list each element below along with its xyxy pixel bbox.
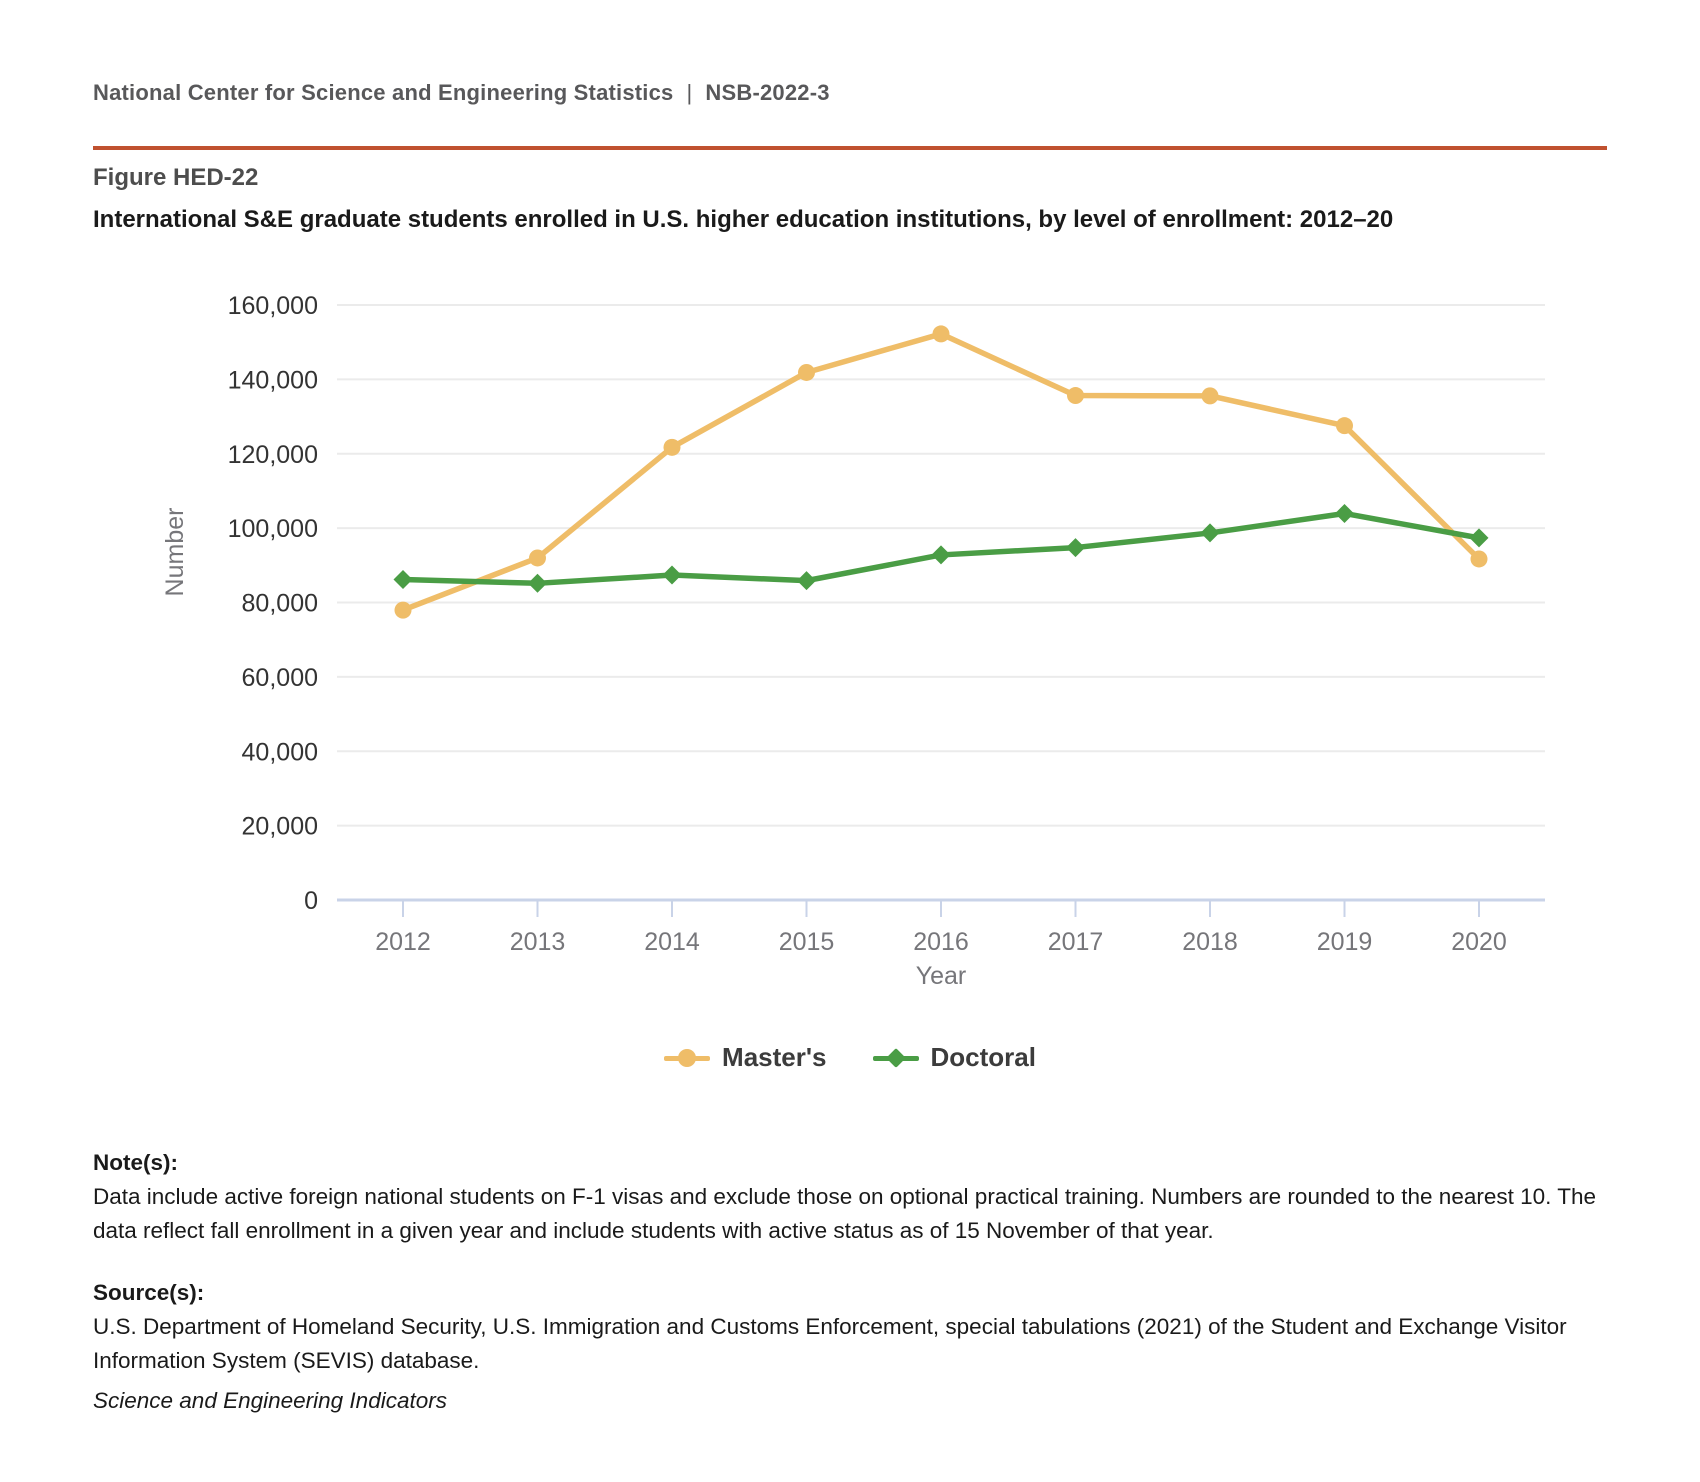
accent-divider [93, 146, 1607, 150]
x-tick-label: 2019 [1316, 928, 1373, 956]
report-number: NSB-2022-3 [705, 80, 830, 105]
x-tick-label: 2013 [509, 928, 566, 956]
y-tick-label: 80,000 [241, 589, 318, 618]
data-point-doctoral [932, 545, 951, 564]
data-point-doctoral [1335, 504, 1354, 523]
data-point-masters [1471, 550, 1488, 567]
chart-legend [0, 1042, 1700, 1073]
data-point-masters [933, 325, 950, 342]
data-point-doctoral [394, 570, 413, 589]
notes-body: Data include active foreign national students on F-1 visas and exclude those on optional practical training. Numbers are rounded to the nearest 10. The data reflect fall enrollment in a given year and include students with active status as of 15 November of that year. [93, 1184, 1596, 1243]
y-tick-label: 140,000 [227, 366, 318, 395]
y-tick-label: 20,000 [241, 812, 318, 841]
x-tick-label: 2012 [375, 928, 431, 956]
x-tick-label: 2017 [1047, 928, 1104, 956]
data-point-masters [664, 439, 681, 456]
data-point-masters [1067, 387, 1084, 404]
line-chart [0, 250, 1700, 1010]
legend-label: Master's [722, 1042, 827, 1072]
publication-name: Science and Engineering Indicators [93, 1388, 447, 1413]
data-point-doctoral [1066, 538, 1085, 557]
x-tick-label: 2014 [644, 928, 700, 956]
series-line-masters [403, 334, 1479, 610]
data-point-masters [798, 364, 815, 381]
header-separator: | [686, 80, 693, 105]
source-label: Source(s): [93, 1280, 205, 1305]
data-point-masters [1202, 387, 1219, 404]
data-point-doctoral [1201, 523, 1220, 542]
y-tick-label: 60,000 [241, 663, 318, 692]
y-tick-label: 40,000 [241, 738, 318, 767]
plot-area [0, 250, 1700, 1010]
y-axis-title: Number [161, 507, 189, 597]
y-tick-label: 160,000 [227, 292, 318, 320]
data-point-doctoral [663, 566, 682, 585]
data-point-masters [1336, 417, 1353, 434]
source-body: U.S. Department of Homeland Security, U.S. Immigration and Customs Enforcement, special tabulations (2021) of the Student and Exchange Visitor Information System (SEVIS) database. [93, 1314, 1567, 1373]
data-point-doctoral [797, 571, 816, 590]
data-point-doctoral [528, 574, 547, 593]
legend-item-doctoral[interactable] [873, 1042, 1036, 1073]
x-tick-label: 2020 [1451, 928, 1507, 956]
x-axis-title: Year [915, 962, 967, 990]
notes-section [93, 1146, 1611, 1378]
legend-label: Doctoral [930, 1042, 1036, 1072]
data-point-masters [529, 549, 546, 566]
agency-name: National Center for Science and Engineering Statistics [93, 80, 674, 105]
legend-circle-icon [664, 1049, 710, 1067]
y-tick-label: 100,000 [227, 515, 318, 544]
legend-diamond-icon [873, 1049, 919, 1067]
notes-spacer [93, 1248, 1611, 1276]
x-tick-label: 2015 [778, 928, 835, 956]
y-tick-label: 120,000 [227, 440, 318, 469]
figure-label: Figure HED-22 [93, 164, 259, 191]
x-tick-label: 2018 [1182, 928, 1238, 956]
legend-item-masters[interactable] [664, 1042, 826, 1073]
notes-label: Note(s): [93, 1150, 178, 1175]
y-tick-label: 0 [304, 887, 318, 915]
data-point-doctoral [1470, 528, 1489, 547]
data-point-masters [395, 602, 412, 619]
report-header [93, 80, 830, 106]
figure-title: International S&E graduate students enrolled in U.S. higher education institutions, by level of enrollment: 2012–20 [93, 206, 1394, 233]
x-tick-label: 2016 [913, 928, 969, 956]
